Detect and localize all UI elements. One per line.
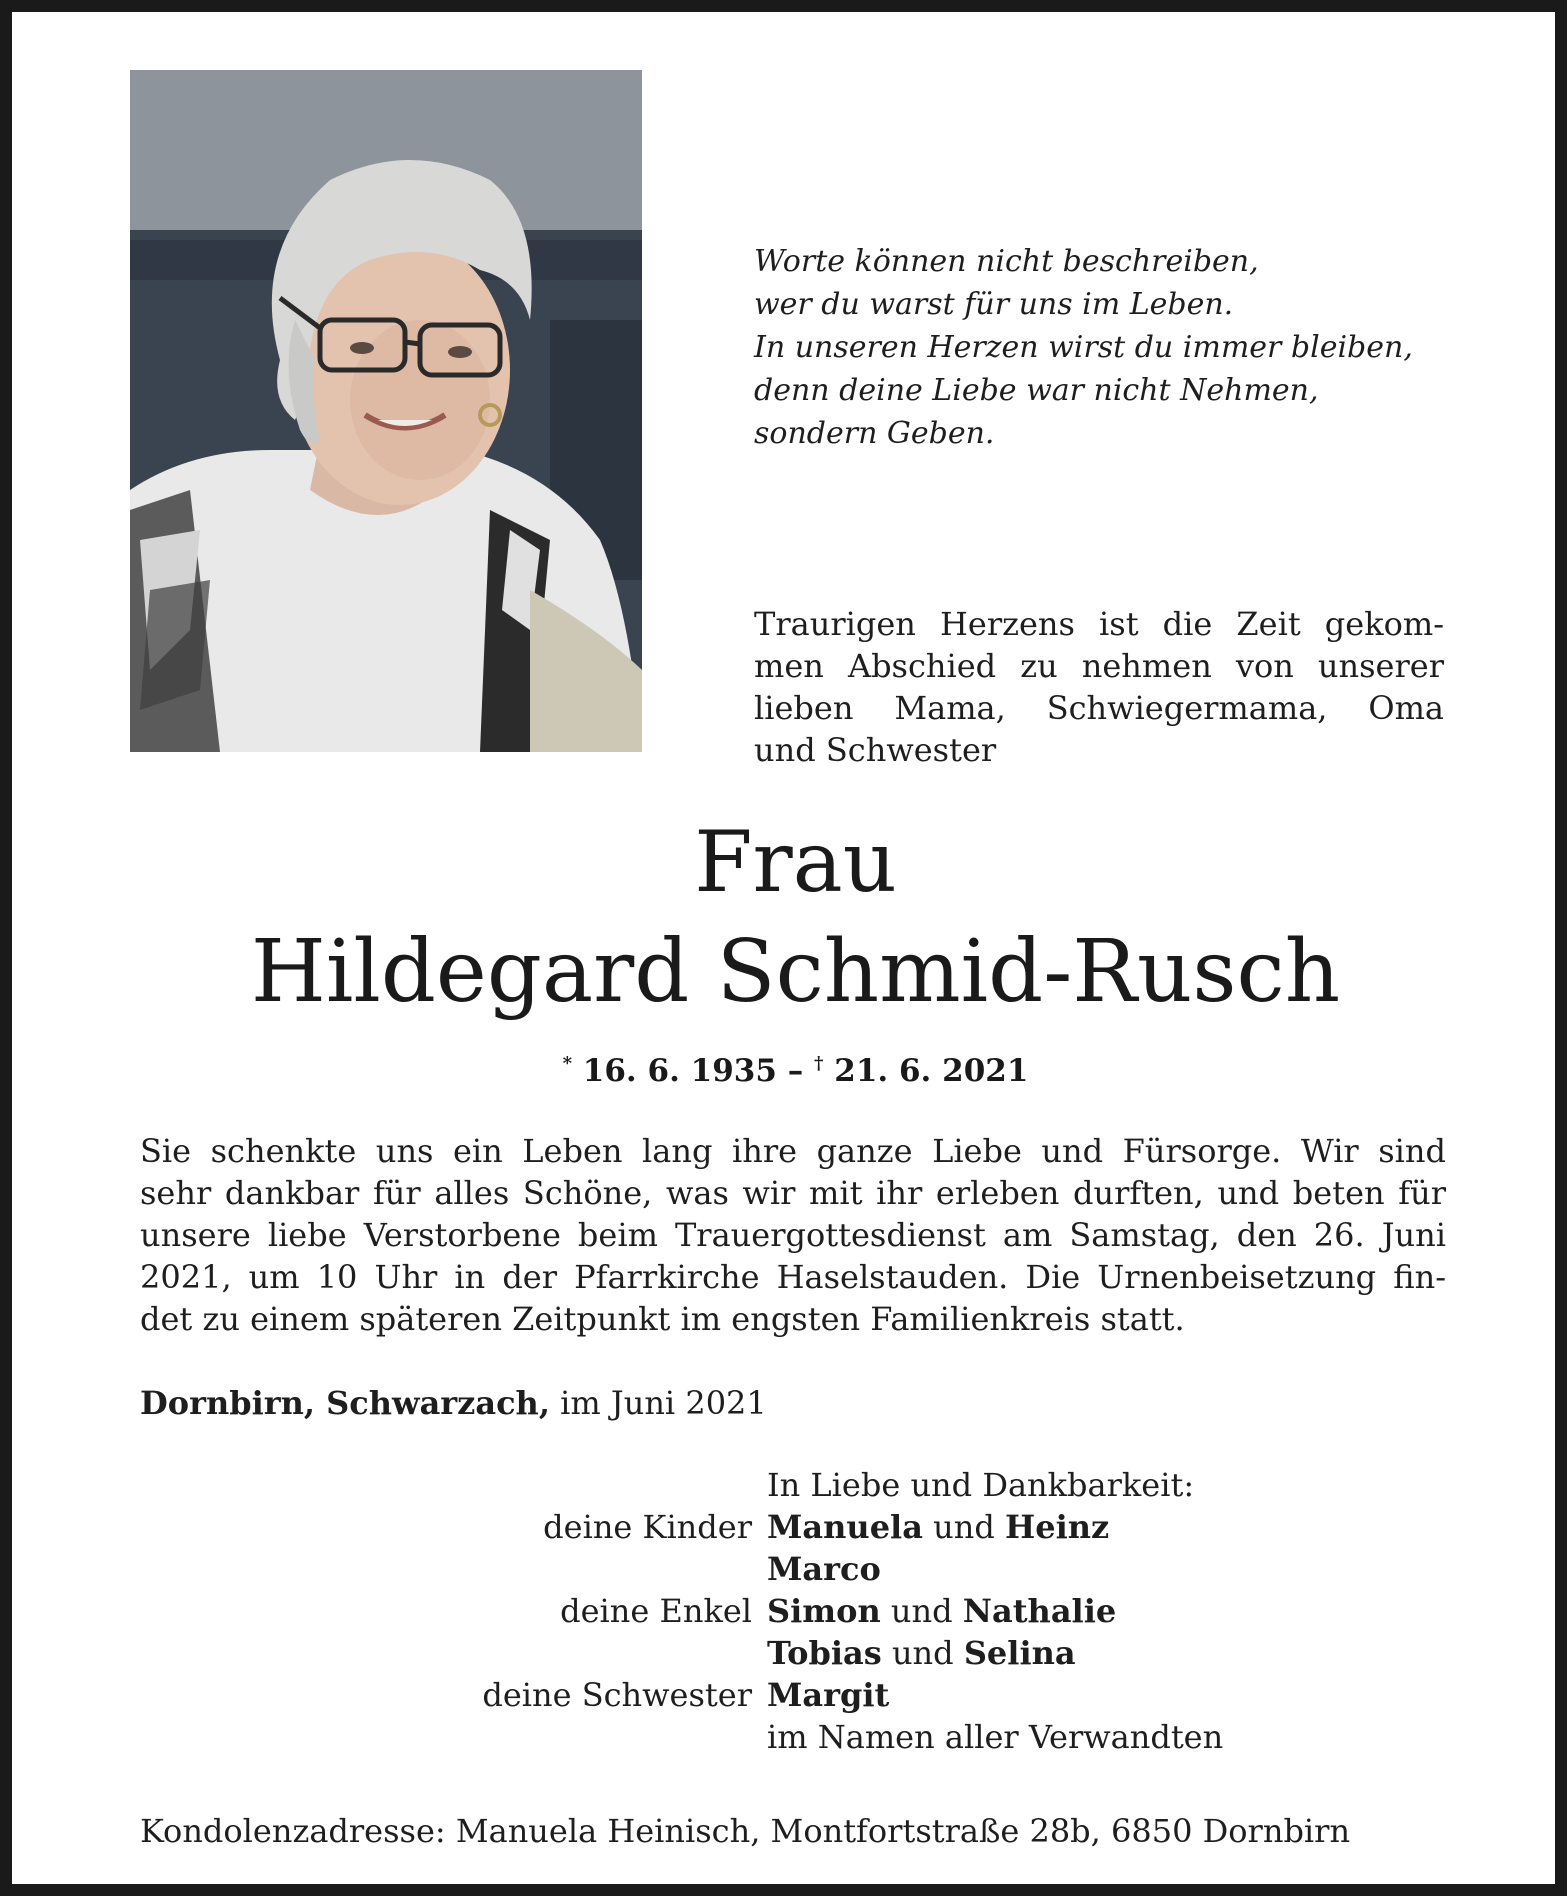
- children-names: Manuela und Heinz: [767, 1508, 1110, 1546]
- grandchildren-label: deine Enkel: [560, 1592, 752, 1630]
- signature-heading: In Liebe und Dankbarkeit:: [767, 1466, 1195, 1504]
- children-names: Marco: [767, 1550, 881, 1588]
- body-line: sehr dankbar für alles Schöne, was wir mit ihr erleben durften, und beten für: [140, 1174, 1446, 1212]
- date-text: im Juni 2021: [560, 1384, 767, 1422]
- intro-line: men Abschied zu nehmen von unserer: [754, 647, 1444, 685]
- portrait-illustration: [130, 70, 642, 752]
- place-date: [140, 1382, 767, 1424]
- salutation: Frau: [694, 813, 897, 911]
- birth-date: 16. 6. 1935: [582, 1053, 777, 1089]
- body-line: unsere liebe Verstorbene beim Trauergottesdienst am Samstag, den 26. Juni: [140, 1216, 1446, 1254]
- signature-block: [12, 1464, 1567, 1758]
- condolence-address: Kondolenzadresse: Manuela Heinisch, Montfortstraße 28b, 6850 Dornbirn: [140, 1812, 1351, 1850]
- body-line: Sie schenkte uns ein Leben lang ihre ganze Liebe und Fürsorge. Wir sind: [140, 1132, 1446, 1170]
- body-line: 2021, um 10 Uhr in der Pfarrkirche Haselstauden. Die Urnenbeisetzung fin-: [140, 1258, 1446, 1296]
- signature-closing: im Namen aller Verwandten: [767, 1718, 1224, 1756]
- life-dates: [12, 1042, 1567, 1093]
- children-label: deine Kinder: [543, 1508, 752, 1546]
- date-separator: –: [787, 1053, 804, 1089]
- poem-line: In unseren Herzen wirst du immer bleiben,: [754, 330, 1413, 365]
- sister-name: Margit: [767, 1676, 890, 1714]
- intro-line: Traurigen Herzens ist die Zeit gekom-: [754, 605, 1444, 643]
- grandchildren-names: Simon und Nathalie: [767, 1592, 1117, 1630]
- body-line: det zu einem späteren Zeitpunkt im engsten Familienkreis statt.: [140, 1300, 1185, 1338]
- poem-line: denn deine Liebe war nicht Nehmen,: [754, 373, 1319, 408]
- birth-symbol: *: [562, 1053, 572, 1074]
- poem-line: sondern Geben.: [754, 416, 995, 451]
- intro-line: lieben Mama, Schwiegermama, Oma: [754, 689, 1444, 727]
- sister-label: deine Schwester: [482, 1676, 752, 1714]
- death-date: 21. 6. 2021: [834, 1053, 1029, 1089]
- death-symbol: †: [814, 1053, 824, 1074]
- portrait-photo: [130, 70, 642, 752]
- places: Dornbirn, Schwarzach,: [140, 1384, 550, 1422]
- poem-line: Worte können nicht beschreiben,: [754, 244, 1259, 279]
- intro-line: und Schwester: [754, 731, 997, 769]
- deceased-name: Hildegard Schmid-Rusch: [250, 922, 1341, 1022]
- grandchildren-names: Tobias und Selina: [767, 1634, 1076, 1672]
- body-paragraph: [140, 1130, 1446, 1340]
- intro-text: [754, 603, 1444, 771]
- poem: [754, 240, 1474, 455]
- poem-line: wer du warst für uns im Leben.: [754, 287, 1234, 322]
